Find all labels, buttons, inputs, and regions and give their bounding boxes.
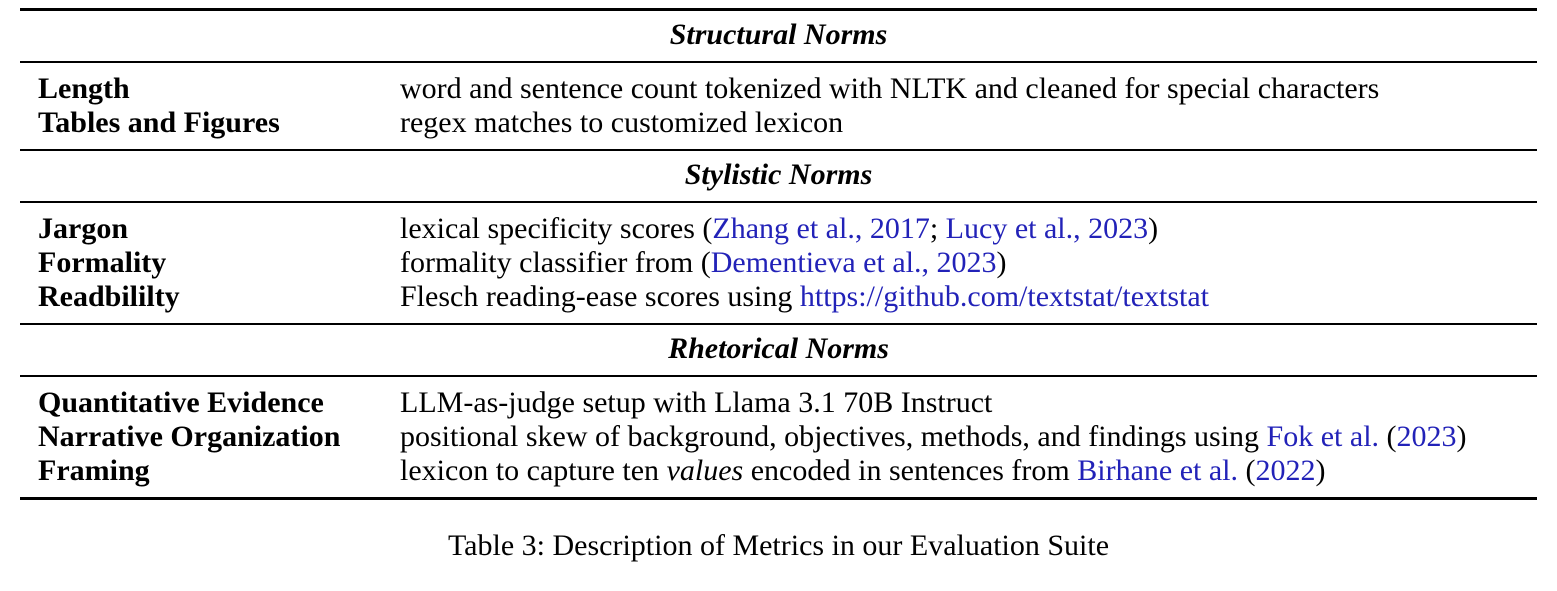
metric-description — [400, 454, 1537, 488]
description-text: lexical specificity scores ( — [400, 212, 713, 245]
metric-row — [38, 72, 1537, 106]
citation-link[interactable]: Birhane et al. — [1077, 454, 1239, 487]
metric-row — [38, 212, 1537, 246]
description-text: ; — [929, 212, 946, 245]
description-text: ) — [1148, 212, 1159, 245]
metric-label: Readbililty — [38, 280, 180, 313]
url-link[interactable]: https://github.com/textstat/textstat — [799, 280, 1210, 313]
metric-row — [38, 386, 1537, 420]
metric-row — [38, 420, 1537, 454]
metric-description — [400, 106, 1537, 140]
description-text: ) — [1456, 420, 1467, 453]
section-header: Stylistic Norms — [684, 158, 873, 191]
description-text: positional skew of background, objectives, methods, and findings using — [400, 420, 1267, 453]
citation-link[interactable]: Fok et al. — [1266, 420, 1380, 453]
description-text: ) — [996, 246, 1007, 279]
citation-link[interactable]: 2023 — [1396, 420, 1457, 453]
description-text: ( — [1238, 454, 1256, 487]
table-bottom-rule — [20, 497, 1537, 500]
metric-label: Length — [38, 72, 130, 105]
italic-text: values — [666, 454, 744, 487]
metrics-table — [20, 8, 1537, 500]
section-header: Rhetorical Norms — [668, 332, 889, 365]
metric-label: Quantitative Evidence — [38, 386, 324, 419]
metric-description — [400, 386, 1537, 420]
description-text: formality classifier from ( — [400, 246, 711, 279]
metric-label: Narrative Organization — [38, 420, 341, 453]
citation-link[interactable]: Dementieva et al., 2023 — [710, 246, 997, 279]
metric-description — [400, 212, 1537, 246]
description-text: ( — [1379, 420, 1397, 453]
metric-row — [38, 246, 1537, 280]
description-text: ) — [1315, 454, 1326, 487]
metric-description — [400, 246, 1537, 280]
citation-link[interactable]: 2022 — [1255, 454, 1316, 487]
table-caption: Table 3: Description of Metrics in our Evaluation Suite — [447, 529, 1110, 562]
metric-description — [400, 420, 1537, 454]
section-rows — [20, 63, 1537, 149]
metric-description — [400, 72, 1537, 106]
description-text: Flesch reading-ease scores using — [400, 280, 800, 313]
metric-label: Tables and Figures — [38, 106, 280, 139]
description-text: lexicon to capture ten — [400, 454, 667, 487]
metric-label: Formality — [38, 246, 167, 279]
metric-row — [38, 106, 1537, 140]
description-text: encoded in sentences from — [743, 454, 1078, 487]
description-text: LLM-as-judge setup with Llama 3.1 70B Instruct — [400, 386, 993, 419]
metric-row — [38, 454, 1537, 488]
section-rows — [20, 377, 1537, 497]
description-text: word and sentence count tokenized with NLTK and cleaned for special characters — [400, 72, 1380, 105]
metric-row — [38, 280, 1537, 314]
metric-description — [400, 280, 1537, 314]
section-rows — [20, 203, 1537, 323]
section-header: Structural Norms — [669, 18, 888, 51]
metric-label: Jargon — [38, 212, 128, 245]
description-text: regex matches to customized lexicon — [400, 106, 844, 139]
citation-link[interactable]: Lucy et al., 2023 — [945, 212, 1149, 245]
citation-link[interactable]: Zhang et al., 2017 — [712, 212, 930, 245]
metric-label: Framing — [38, 454, 150, 487]
